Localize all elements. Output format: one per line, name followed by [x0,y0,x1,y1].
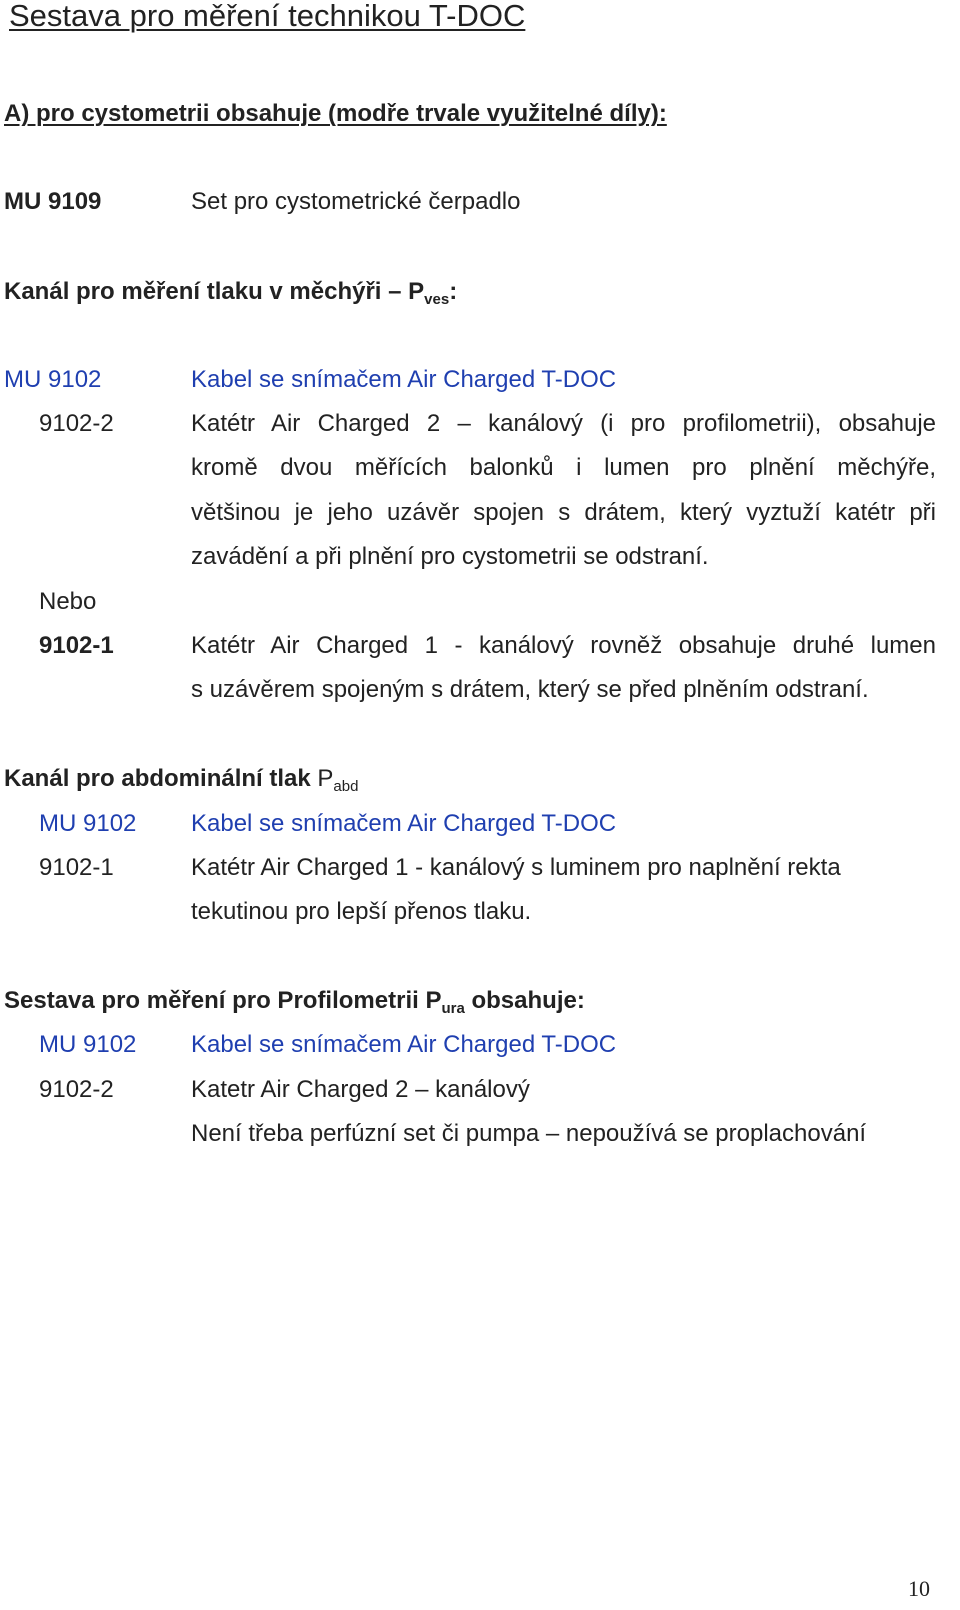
item-code-mu9102: MU 9102 [4,366,102,393]
item-desc-line: Katétr Air Charged 1 - kanálový s luminem pro naplnění rekta [191,854,841,881]
profil-heading-text: Sestava pro měření pro Profilometrii P [4,987,442,1014]
item-desc-line: Katétr Air Charged 2 – kanálový (i pro profilometrii), obsahuje [191,410,936,437]
item-desc-mu9109: Set pro cystometrické čerpadlo [191,188,521,215]
item-code-9102-2: 9102-2 [39,410,114,437]
abd-subscript: abd [333,778,359,795]
item-desc-line: zavádění a při plnění pro cystometrii se odstraní. [191,543,709,570]
item-code-9102-1: 9102-1 [39,854,114,881]
pves-heading-suffix: : [449,278,458,305]
profil-heading-suffix: obsahuje: [464,987,585,1014]
item-desc-line: s uzávěrem spojeným s drátem, který se před plněním odstraní. [191,676,869,703]
page-number: 10 [908,1576,930,1601]
item-code-9102-1: 9102-1 [39,632,114,659]
item-desc-mu9102: Kabel se snímačem Air Charged T-DOC [191,366,617,393]
item-code-mu9109: MU 9109 [4,188,102,215]
note-line: Není třeba perfúzní set či pumpa – nepoužívá se proplachování [191,1120,867,1147]
pves-subscript: ves [424,291,450,308]
item-code-mu9102: MU 9102 [39,810,137,837]
item-desc-line: tekutinou pro lepší přenos tlaku. [191,898,532,925]
page-title: Sestava pro měření technikou T-DOC [9,0,526,33]
profil-subscript: ura [441,1000,465,1017]
item-desc-line: Katétr Air Charged 1 - kanálový rovněž obsahuje druhé lumen [191,632,936,659]
item-desc-mu9102: Kabel se snímačem Air Charged T-DOC [191,810,617,837]
item-code-9102-2: 9102-2 [39,1076,114,1103]
profil-heading [4,986,585,1016]
section-a-heading: A) pro cystometrii obsahuje (modře trvale využitelné díly): [4,100,667,127]
or-label: Nebo [39,588,97,615]
abd-heading [4,764,358,794]
item-desc-line: kromě dvou měřících balonků i lumen pro plnění měchýře, [191,454,936,481]
pves-heading [4,277,457,307]
abd-heading-p: P [310,765,334,792]
item-code-mu9102: MU 9102 [39,1031,137,1058]
pves-heading-text: Kanál pro měření tlaku v měchýři – P [4,278,425,305]
item-desc-9102-2: Katetr Air Charged 2 – kanálový [191,1076,530,1103]
item-desc-mu9102: Kabel se snímačem Air Charged T-DOC [191,1031,617,1058]
abd-heading-text: Kanál pro abdominální tlak [4,765,311,792]
item-desc-line: většinou je jeho uzávěr spojen s drátem, který vyztuží katétr při [191,499,936,526]
